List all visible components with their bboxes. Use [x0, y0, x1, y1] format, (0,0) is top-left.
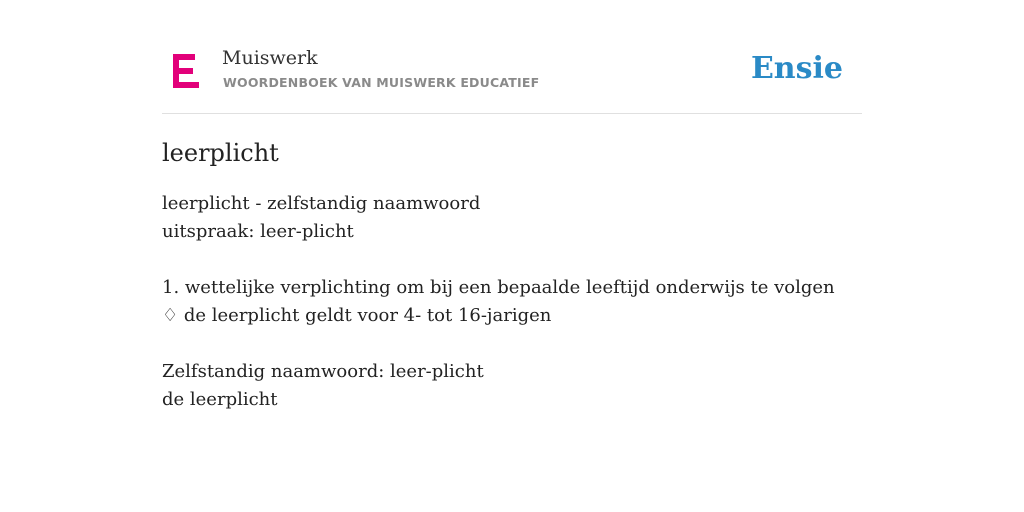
- grammar-line: Zelfstandig naamwoord: leer-plicht: [162, 361, 484, 382]
- spacer: [162, 246, 862, 274]
- article-line: de leerplicht: [162, 389, 278, 410]
- ensie-logo[interactable]: Ensie: [750, 51, 843, 86]
- definition-line: 1. wettelijke verplichting om bij een bepaalde leeftijd onderwijs te volgen: [162, 277, 835, 298]
- muiswerk-logo-icon[interactable]: [173, 54, 200, 88]
- page: [162, 0, 862, 512]
- page-title: leerplicht: [162, 139, 279, 167]
- pronunciation-line: uitspraak: leer-plicht: [162, 221, 354, 242]
- brand-subtitle: WOORDENBOEK VAN MUISWERK EDUCATIEF: [223, 75, 540, 90]
- word-type-line: leerplicht - zelfstandig naamwoord: [162, 193, 481, 214]
- brand-title[interactable]: Muiswerk: [222, 47, 318, 69]
- spacer: [162, 330, 862, 358]
- definition-body: [162, 190, 862, 414]
- example-line: ♢ de leerplicht geldt voor 4- tot 16-jarigen: [162, 305, 552, 326]
- header: [162, 0, 862, 114]
